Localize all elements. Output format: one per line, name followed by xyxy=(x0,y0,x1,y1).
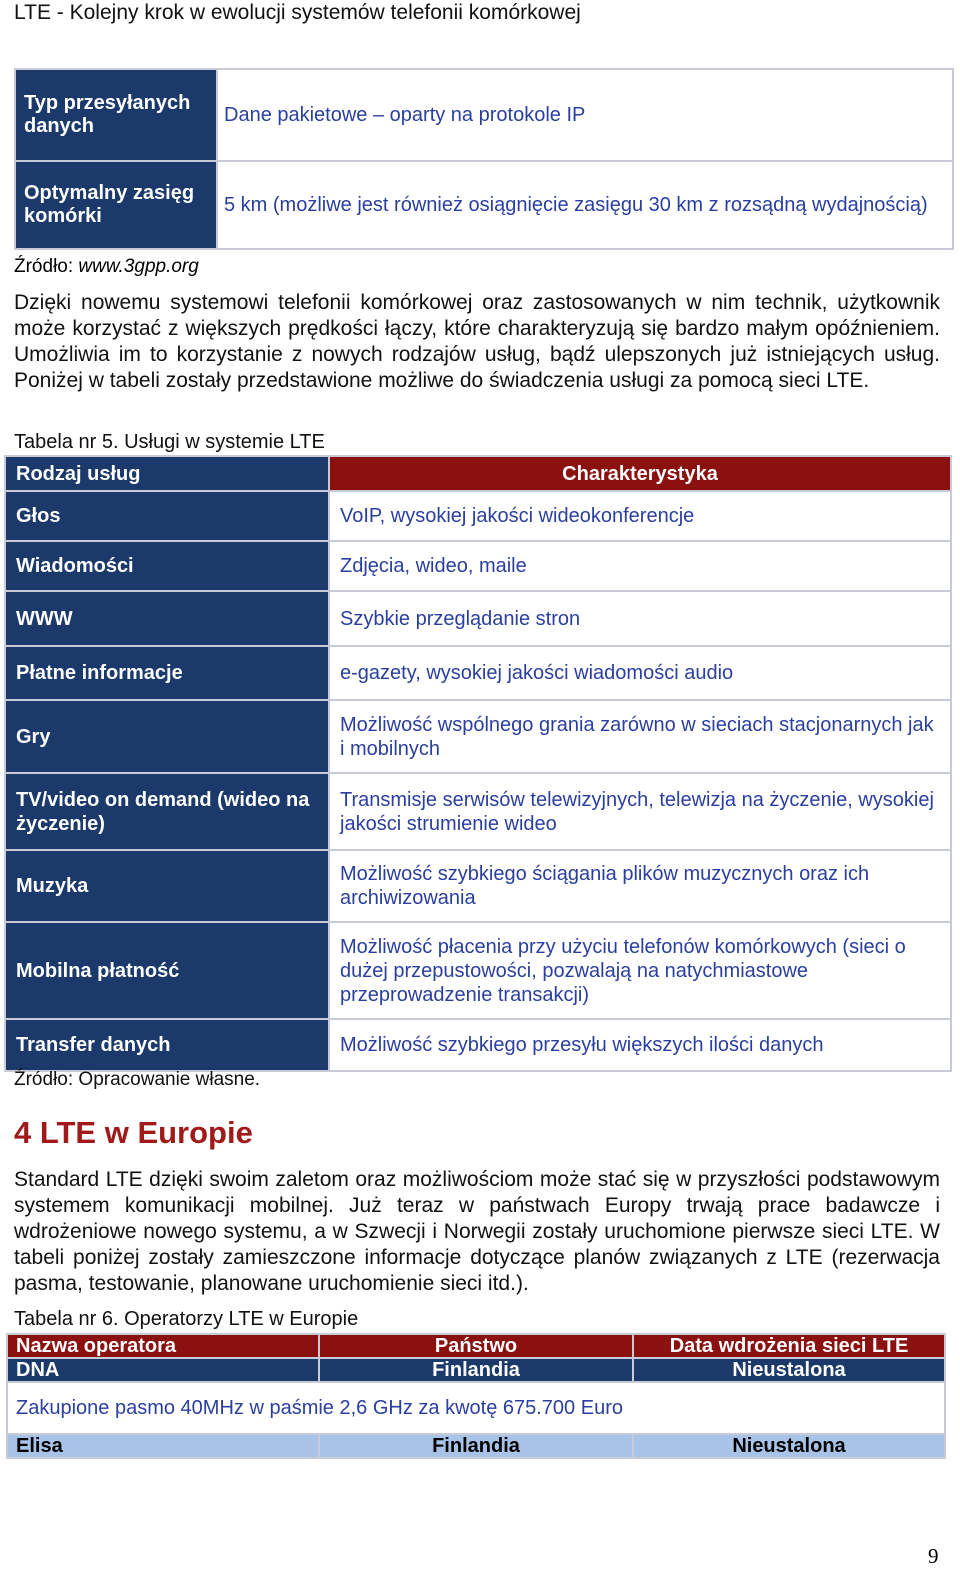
header-cell-services: Rodzaj usług xyxy=(5,456,329,491)
service-name: Gry xyxy=(5,700,329,773)
lte-parameters-table xyxy=(14,68,954,250)
service-description: Transmisje serwisów telewizyjnych, telewizja na życzenie, wysokiej jakości strumienie wideo xyxy=(329,773,951,850)
row-value: Dane pakietowe – oparty na protokole IP xyxy=(217,69,953,161)
operator-country: Finlandia xyxy=(319,1358,633,1382)
table-row xyxy=(15,161,953,249)
table-row xyxy=(7,1434,945,1458)
table-header-row xyxy=(5,456,951,491)
header-cell-country: Państwo xyxy=(319,1334,633,1358)
source-prefix: Źródło: xyxy=(14,256,79,277)
operator-name: Elisa xyxy=(7,1434,319,1458)
service-description: VoIP, wysokiej jakości wideokonferencje xyxy=(329,491,951,541)
service-description: Możliwość szybkiego przesyłu większych ilości danych xyxy=(329,1019,951,1071)
service-name: WWW xyxy=(5,591,329,646)
page-number: 9 xyxy=(928,1544,939,1568)
service-description: Możliwość płacenia przy użyciu telefonów komórkowych (sieci o dużej przepustowości, pozwalają na natychmiastowe przeprowadzenie transakcji) xyxy=(329,922,951,1019)
operators-table xyxy=(6,1333,946,1459)
operator-launch-date: Nieustalona xyxy=(633,1434,945,1458)
row-label: Typ przesyłanych danych xyxy=(15,69,217,161)
operator-name: DNA xyxy=(7,1358,319,1382)
table-caption: Tabela nr 6. Operatorzy LTE w Europie xyxy=(14,1308,359,1330)
table-row xyxy=(7,1358,945,1382)
operator-launch-date: Nieustalona xyxy=(633,1358,945,1382)
service-name: Wiadomości xyxy=(5,541,329,591)
table-row xyxy=(5,850,951,922)
table-row xyxy=(5,646,951,700)
header-cell-characteristics: Charakterystyka xyxy=(329,456,951,491)
page-header: LTE - Kolejny krok w ewolucji systemów telefonii komórkowej xyxy=(14,1,581,24)
section-title: 4 LTE w Europie xyxy=(14,1115,253,1150)
table-row xyxy=(5,700,951,773)
service-description: Możliwość szybkiego ściągania plików muzycznych oraz ich archiwizowania xyxy=(329,850,951,922)
table-row xyxy=(5,591,951,646)
header-cell-launch-date: Data wdrożenia sieci LTE xyxy=(633,1334,945,1358)
service-name: TV/video on demand (wideo na życzenie) xyxy=(5,773,329,850)
service-name: Muzyka xyxy=(5,850,329,922)
service-description: Zdjęcia, wideo, maile xyxy=(329,541,951,591)
service-name: Mobilna płatność xyxy=(5,922,329,1019)
row-label: Optymalny zasięg komórki xyxy=(15,161,217,249)
table-caption: Tabela nr 5. Usługi w systemie LTE xyxy=(14,431,325,453)
source-link[interactable]: www.3gpp.org xyxy=(78,256,199,277)
service-description: Szybkie przeglądanie stron xyxy=(329,591,951,646)
header-cell-operator: Nazwa operatora xyxy=(7,1334,319,1358)
operator-note: Zakupione pasmo 40MHz w paśmie 2,6 GHz za kwotę 675.700 Euro xyxy=(7,1382,945,1434)
table-row xyxy=(5,541,951,591)
service-description: Możliwość wspólnego grania zarówno w sieciach stacjonarnych jak i mobilnych xyxy=(329,700,951,773)
body-paragraph: Dzięki nowemu systemowi telefonii komórkowej oraz zastosowanych w nim technik, użytkownik może korzystać z większych prędkości łączy, które charakteryzują się bardzo małym opóźnieniem. Umożliwia im to korzystanie z nowych rodzajów usług, bądź ulepszonych już istniejących usług. Poniżej w tabeli zostały przedstawione możliwe do świadczenia usługi za pomocą sieci LTE. xyxy=(14,291,940,392)
service-name: Transfer danych xyxy=(5,1019,329,1071)
body-paragraph: Standard LTE dzięki swoim zaletom oraz możliwościom może stać się w przyszłości podstawowym systemem komunikacji mobilnej. Już teraz w państwach Europy trwają prace badawcze i wdrożeniowe nowego systemu, a w Szwecji i Norwegii zostały uruchomione pierwsze sieci LTE. W tabeli poniżej zostały zamieszczone informacje dotyczące planów związanych z LTE (rezerwacja pasma, testowanie, planowane uruchomienie sieci itd.). xyxy=(14,1168,940,1295)
row-value: 5 km (możliwe jest również osiągnięcie zasięgu 30 km z rozsądną wydajnością) xyxy=(217,161,953,249)
service-description: e-gazety, wysokiej jakości wiadomości audio xyxy=(329,646,951,700)
services-table xyxy=(4,455,952,1072)
table-row xyxy=(7,1382,945,1434)
table-row xyxy=(15,69,953,161)
source-note xyxy=(14,256,199,278)
service-name: Głos xyxy=(5,491,329,541)
service-name: Płatne informacje xyxy=(5,646,329,700)
table-row xyxy=(5,922,951,1019)
table-row xyxy=(5,773,951,850)
table-row xyxy=(5,491,951,541)
operator-country: Finlandia xyxy=(319,1434,633,1458)
table-header-row xyxy=(7,1334,945,1358)
source-note: Źródło: Opracowanie własne. xyxy=(14,1069,261,1090)
table-row xyxy=(5,1019,951,1071)
